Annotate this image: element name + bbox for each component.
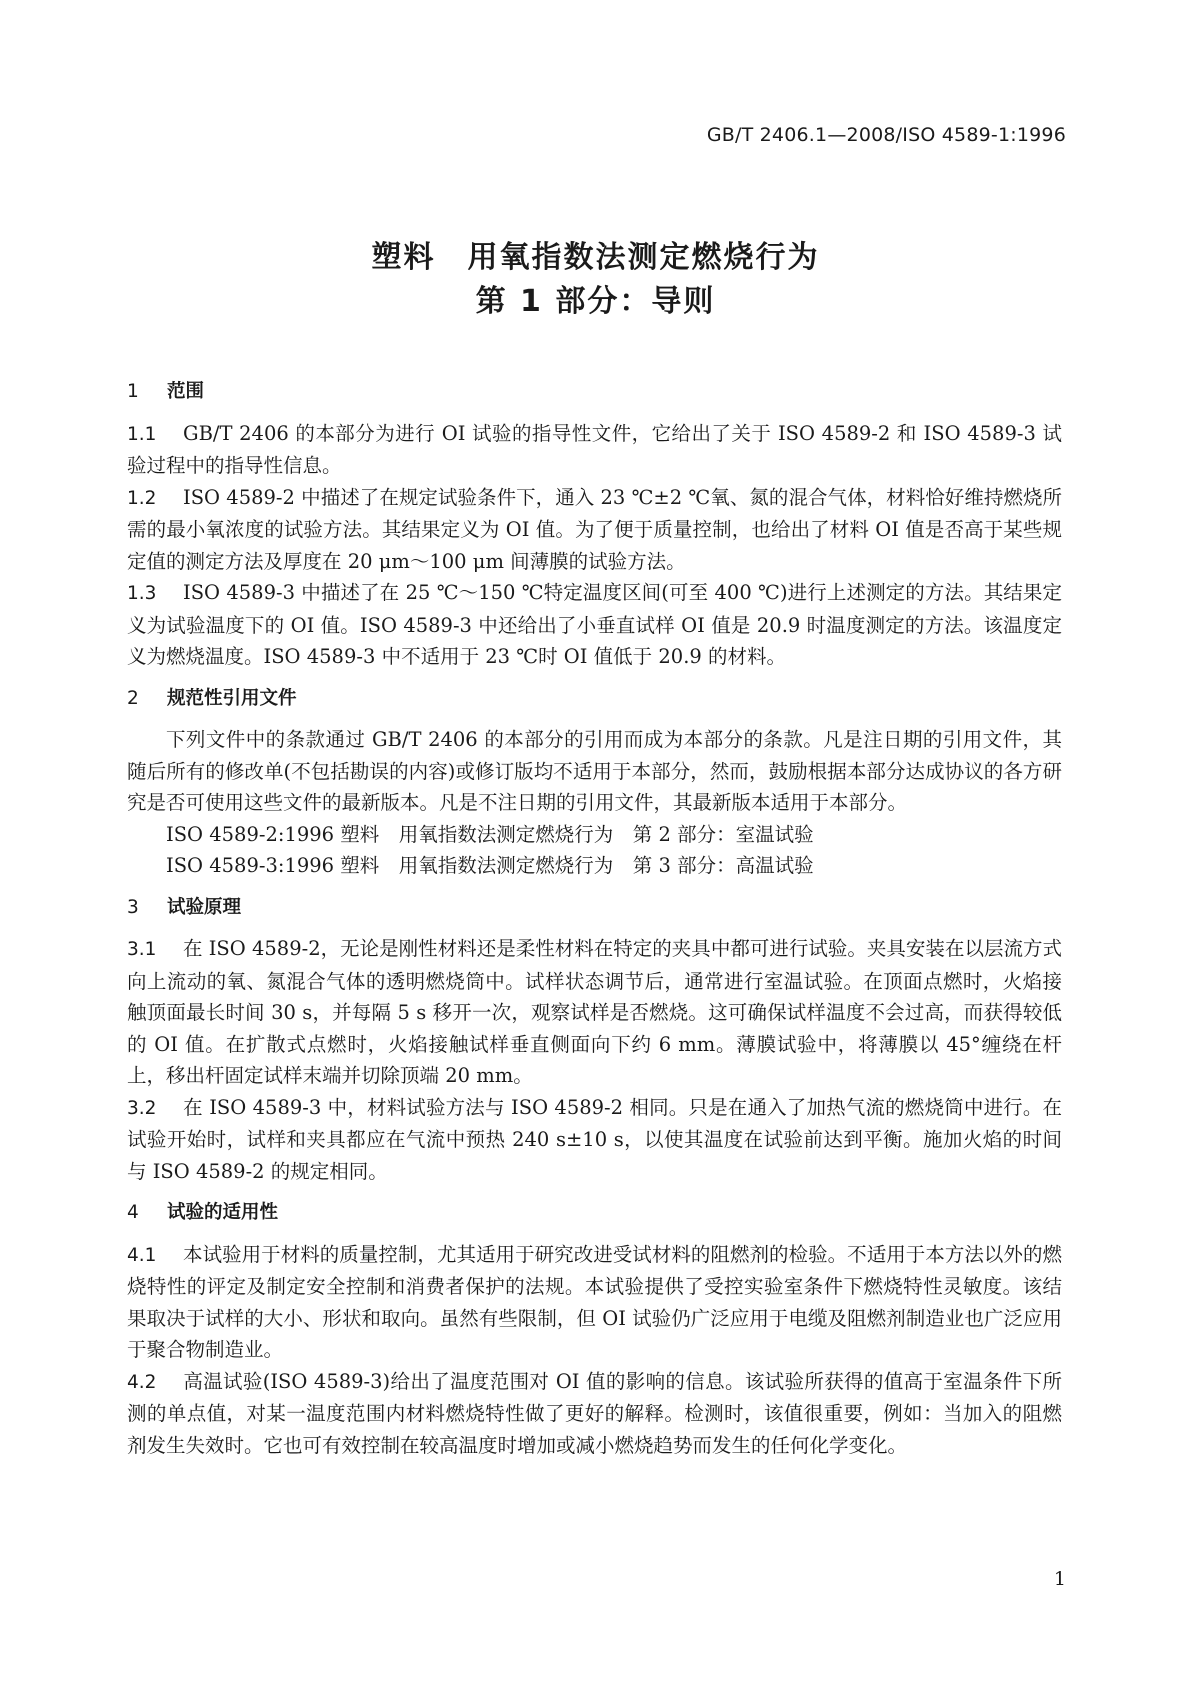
- paragraph-number: 3.2: [127, 1097, 157, 1119]
- paragraph-1-1: [127, 418, 1062, 482]
- paragraph-number: 1.1: [127, 423, 157, 445]
- section-number: 1: [127, 381, 139, 402]
- document-body: [127, 376, 1062, 1461]
- section-number: 3: [127, 896, 139, 918]
- paragraph-number: 4.1: [127, 1244, 157, 1266]
- section-number: 2: [127, 687, 139, 709]
- section-title: 范围: [167, 381, 205, 402]
- paragraph-number: 1.3: [127, 583, 157, 604]
- paragraph-3-1: [127, 933, 1062, 1092]
- section-title: 规范性引用文件: [167, 687, 297, 709]
- section-title: 试验的适用性: [167, 1202, 279, 1223]
- reference-item: ISO 4589-2:1996 塑料 用氧指数法测定燃烧行为 第 2 部分：室温试验: [166, 822, 814, 846]
- paragraph-number: 3.1: [127, 939, 157, 960]
- paragraph-2-intro: 下列文件中的条款通过 GB/T 2406 的本部分的引用而成为本部分的条款。凡是注日期的引用文件，其随后所有的修改单(不包括勘误的内容)或修订版均不适用于本部分，然而，鼓励根据本部分达成协议的各方研究是否可使用这些文件的最新版本。凡是不注日期的引用文件，其最新版本适用于本部分。: [127, 728, 1062, 814]
- section-heading-scope: [127, 376, 1062, 408]
- section-heading-principle: [127, 892, 1062, 924]
- paragraph-number: 4.2: [127, 1371, 157, 1393]
- paragraph-text: GB/T 2406 的本部分为进行 OI 试验的指导性文件，它给出了关于 ISO 4589-2 和 ISO 4589-3 试验过程中的指导性信息。: [127, 421, 1062, 477]
- section-heading-applicability: [127, 1197, 1062, 1229]
- paragraph-number: 1.2: [127, 487, 157, 509]
- document-title: 塑料 用氧指数法测定燃烧行为: [371, 240, 820, 275]
- paragraph-text: 在 ISO 4589-3 中，材料试验方法与 ISO 4589-2 相同。只是在通入了加热气流的燃烧筒中进行。在试验开始时，试样和夹具都应在气流中预热 240 s±10 s，以使其温度在试验前达到平衡。施加火焰的时间与 ISO 4589-2 的规定相同。: [127, 1095, 1062, 1183]
- paragraph-4-2: [127, 1366, 1062, 1462]
- paragraph-text: 高温试验(ISO 4589-3)给出了温度范围对 OI 值的影响的信息。该试验所获得的值高于室温条件下所测的单点值，对某一温度范围内材料燃烧特性做了更好的解释。检测时，该值很重要，例如：当加入的阻燃剂发生失效时。它也可有效控制在较高温度时增加或减小燃烧趋势而发生的任何化学变化。: [127, 1369, 1062, 1457]
- document-subtitle: 第 1 部分：导则: [475, 284, 716, 319]
- paragraph-4-1: [127, 1239, 1062, 1366]
- paragraph-text: ISO 4589-2 中描述了在规定试验条件下，通入 23 ℃±2 ℃氧、氮的混合气体，材料恰好维持燃烧所需的最小氧浓度的试验方法。其结果定义为 OI 值。为了便于质量控制，也给出了材料 OI 值是否高于某些规定值的测定方法及厚度在 20 μm～100 μm 间薄膜的试验方法。: [127, 485, 1062, 573]
- reference-item: ISO 4589-3:1996 塑料 用氧指数法测定燃烧行为 第 3 部分：高温试验: [166, 854, 814, 877]
- paragraph-1-3: [127, 577, 1062, 673]
- paragraph-text: 在 ISO 4589-2，无论是刚性材料还是柔性材料在特定的夹具中都可进行试验。夹具安装在以层流方式向上流动的氧、氮混合气体的透明燃烧筒中。试样状态调节后，通常进行室温试验。在顶面点燃时，火焰接触顶面最长时间 30 s，并每隔 5 s 移开一次，观察试样是否燃烧。这可确保试样温度不会过高，而获得较低的 OI 值。在扩散式点燃时，火焰接触试样垂直侧面向下约 6 mm。薄膜试验中，将薄膜以 45°缠绕在杆上，移出杆固定试样末端并切除顶端 20 mm。: [127, 937, 1062, 1087]
- section-title: 试验原理: [167, 896, 242, 918]
- section-number: 4: [127, 1202, 139, 1223]
- paragraph-1-2: [127, 482, 1062, 578]
- section-heading-normative-references: [127, 683, 1062, 715]
- paragraph-text: 本试验用于材料的质量控制，尤其适用于研究改进受试材料的阻燃剂的检验。不适用于本方法以外的燃烧特性的评定及制定安全控制和消费者保护的法规。本试验提供了受控实验室条件下燃烧特性灵敏度。该结果取决于试样的大小、形状和取向。虽然有些限制，但 OI 试验仍广泛应用于电缆及阻燃剂制造业也广泛应用于聚合物制造业。: [127, 1242, 1062, 1361]
- standard-code-header: GB/T 2406.1—2008/ISO 4589-1:1996: [706, 124, 1066, 146]
- paragraph-text: ISO 4589-3 中描述了在 25 ℃～150 ℃特定温度区间(可至 400 ℃)进行上述测定的方法。其结果定义为试验温度下的 OI 值。ISO 4589-3 中还给出了小垂直试样 OI 值是 20.9 时温度测定的方法。该温度定义为燃烧温度。ISO 4589-3 中不适用于 23 ℃时 OI 值低于 20.9 的材料。: [127, 581, 1062, 668]
- page-number: 1: [1053, 1568, 1066, 1590]
- paragraph-3-2: [127, 1092, 1062, 1188]
